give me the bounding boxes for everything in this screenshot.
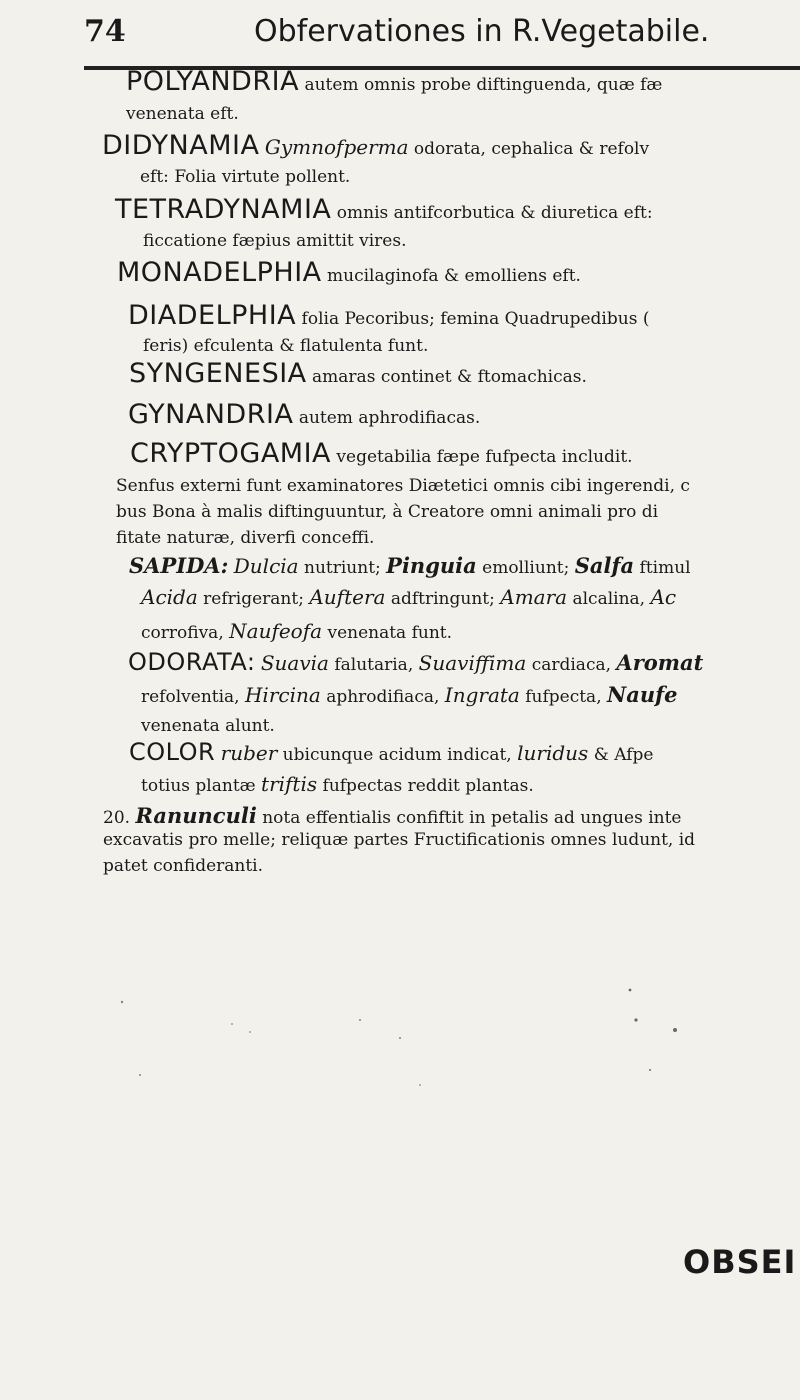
text-line: refolventia, Hircina aphrodifiaca, Ingrata fufpecta, Naufe — [141, 682, 678, 707]
text-line: Senfus externi funt examinatores Diætetici omnis cibi ingerendi, c — [116, 476, 690, 496]
text-line: DIDYNAMIA Gymnofperma odorata, cephalica & refolv — [102, 130, 650, 161]
class-name-polyandria: POLYANDRIA — [126, 66, 300, 97]
page-number: 74 — [84, 14, 126, 49]
text-line: feris) efculenta & flatulenta funt. — [143, 336, 429, 356]
body-text — [0, 66, 800, 876]
class-name-monadelphia: MONADELPHIA — [117, 257, 322, 288]
class-name-tetradynamia: TETRADYNAMIA — [115, 194, 332, 225]
text-line: venenata eft. — [126, 104, 239, 124]
text-line: MONADELPHIA mucilaginofa & emolliens eft. — [117, 257, 581, 288]
text-line: SYNGENESIA amaras continet & ftomachicas. — [129, 358, 587, 389]
text-line: POLYANDRIA autem omnis probe diftinguenda, quæ fæ — [126, 66, 663, 97]
heading-sapida: SAPIDA: — [129, 553, 229, 578]
heading-odorata: ODORATA: — [128, 648, 256, 676]
text-line: totius plantæ triftis fufpectas reddit plantas. — [141, 772, 534, 796]
class-name-syngenesia: SYNGENESIA — [129, 358, 307, 389]
heading-color: COLOR — [129, 738, 216, 766]
catchword: OBSEI — [683, 1243, 797, 1281]
paper-specks — [100, 980, 700, 1100]
page-header — [84, 14, 800, 64]
class-name-diadelphia: DIADELPHIA — [128, 300, 297, 331]
text-line: TETRADYNAMIA omnis antifcorbutica & diuretica eft: — [115, 194, 653, 225]
text-line: bus Bona à malis diftinguuntur, à Creatore omni animali pro di — [116, 502, 659, 522]
text-line: Acida refrigerant; Auftera adftringunt; Amara alcalina, Ac — [141, 585, 677, 609]
class-name-didynamia: DIDYNAMIA — [102, 130, 260, 161]
text-line: COLOR ruber ubicunque acidum indicat, luridus & Afpe — [129, 738, 654, 766]
class-name-gynandria: GYNANDRIA — [128, 399, 294, 430]
running-title: Obfervationes in R.Vegetabile. — [254, 14, 710, 49]
heading-ranunculi: Ranunculi — [135, 803, 257, 828]
text-line: excavatis pro melle; reliquæ partes Fructificationis omnes ludunt, id — [103, 830, 696, 850]
text-line: DIADELPHIA folia Pecoribus; femina Quadrupedibus ( — [128, 300, 650, 331]
text-line: fitate naturæ, diverfi conceffi. — [116, 528, 375, 548]
text-line: ODORATA: Suavia falutaria, Suaviffima cardiaca, Aromat — [128, 648, 704, 676]
text-line: 20. Ranunculi nota effentialis confiftit in petalis ad ungues inte — [103, 803, 682, 828]
text-line: GYNANDRIA autem aphrodifiacas. — [128, 399, 481, 430]
class-name-cryptogamia: CRYPTOGAMIA — [130, 438, 332, 469]
text-line: ficcatione fæpius amittit vires. — [143, 231, 407, 251]
text-line: corrofiva, Naufeofa venenata funt. — [141, 619, 453, 643]
text-line: CRYPTOGAMIA vegetabilia fæpe fufpecta includit. — [130, 438, 633, 469]
text-line: SAPIDA: Dulcia nutriunt; Pinguia emolliunt; Salfa ftimul — [129, 553, 691, 578]
text-line: venenata alunt. — [141, 716, 275, 736]
text-line: eft: Folia virtute pollent. — [140, 167, 351, 187]
text-line: patet confideranti. — [103, 856, 264, 876]
